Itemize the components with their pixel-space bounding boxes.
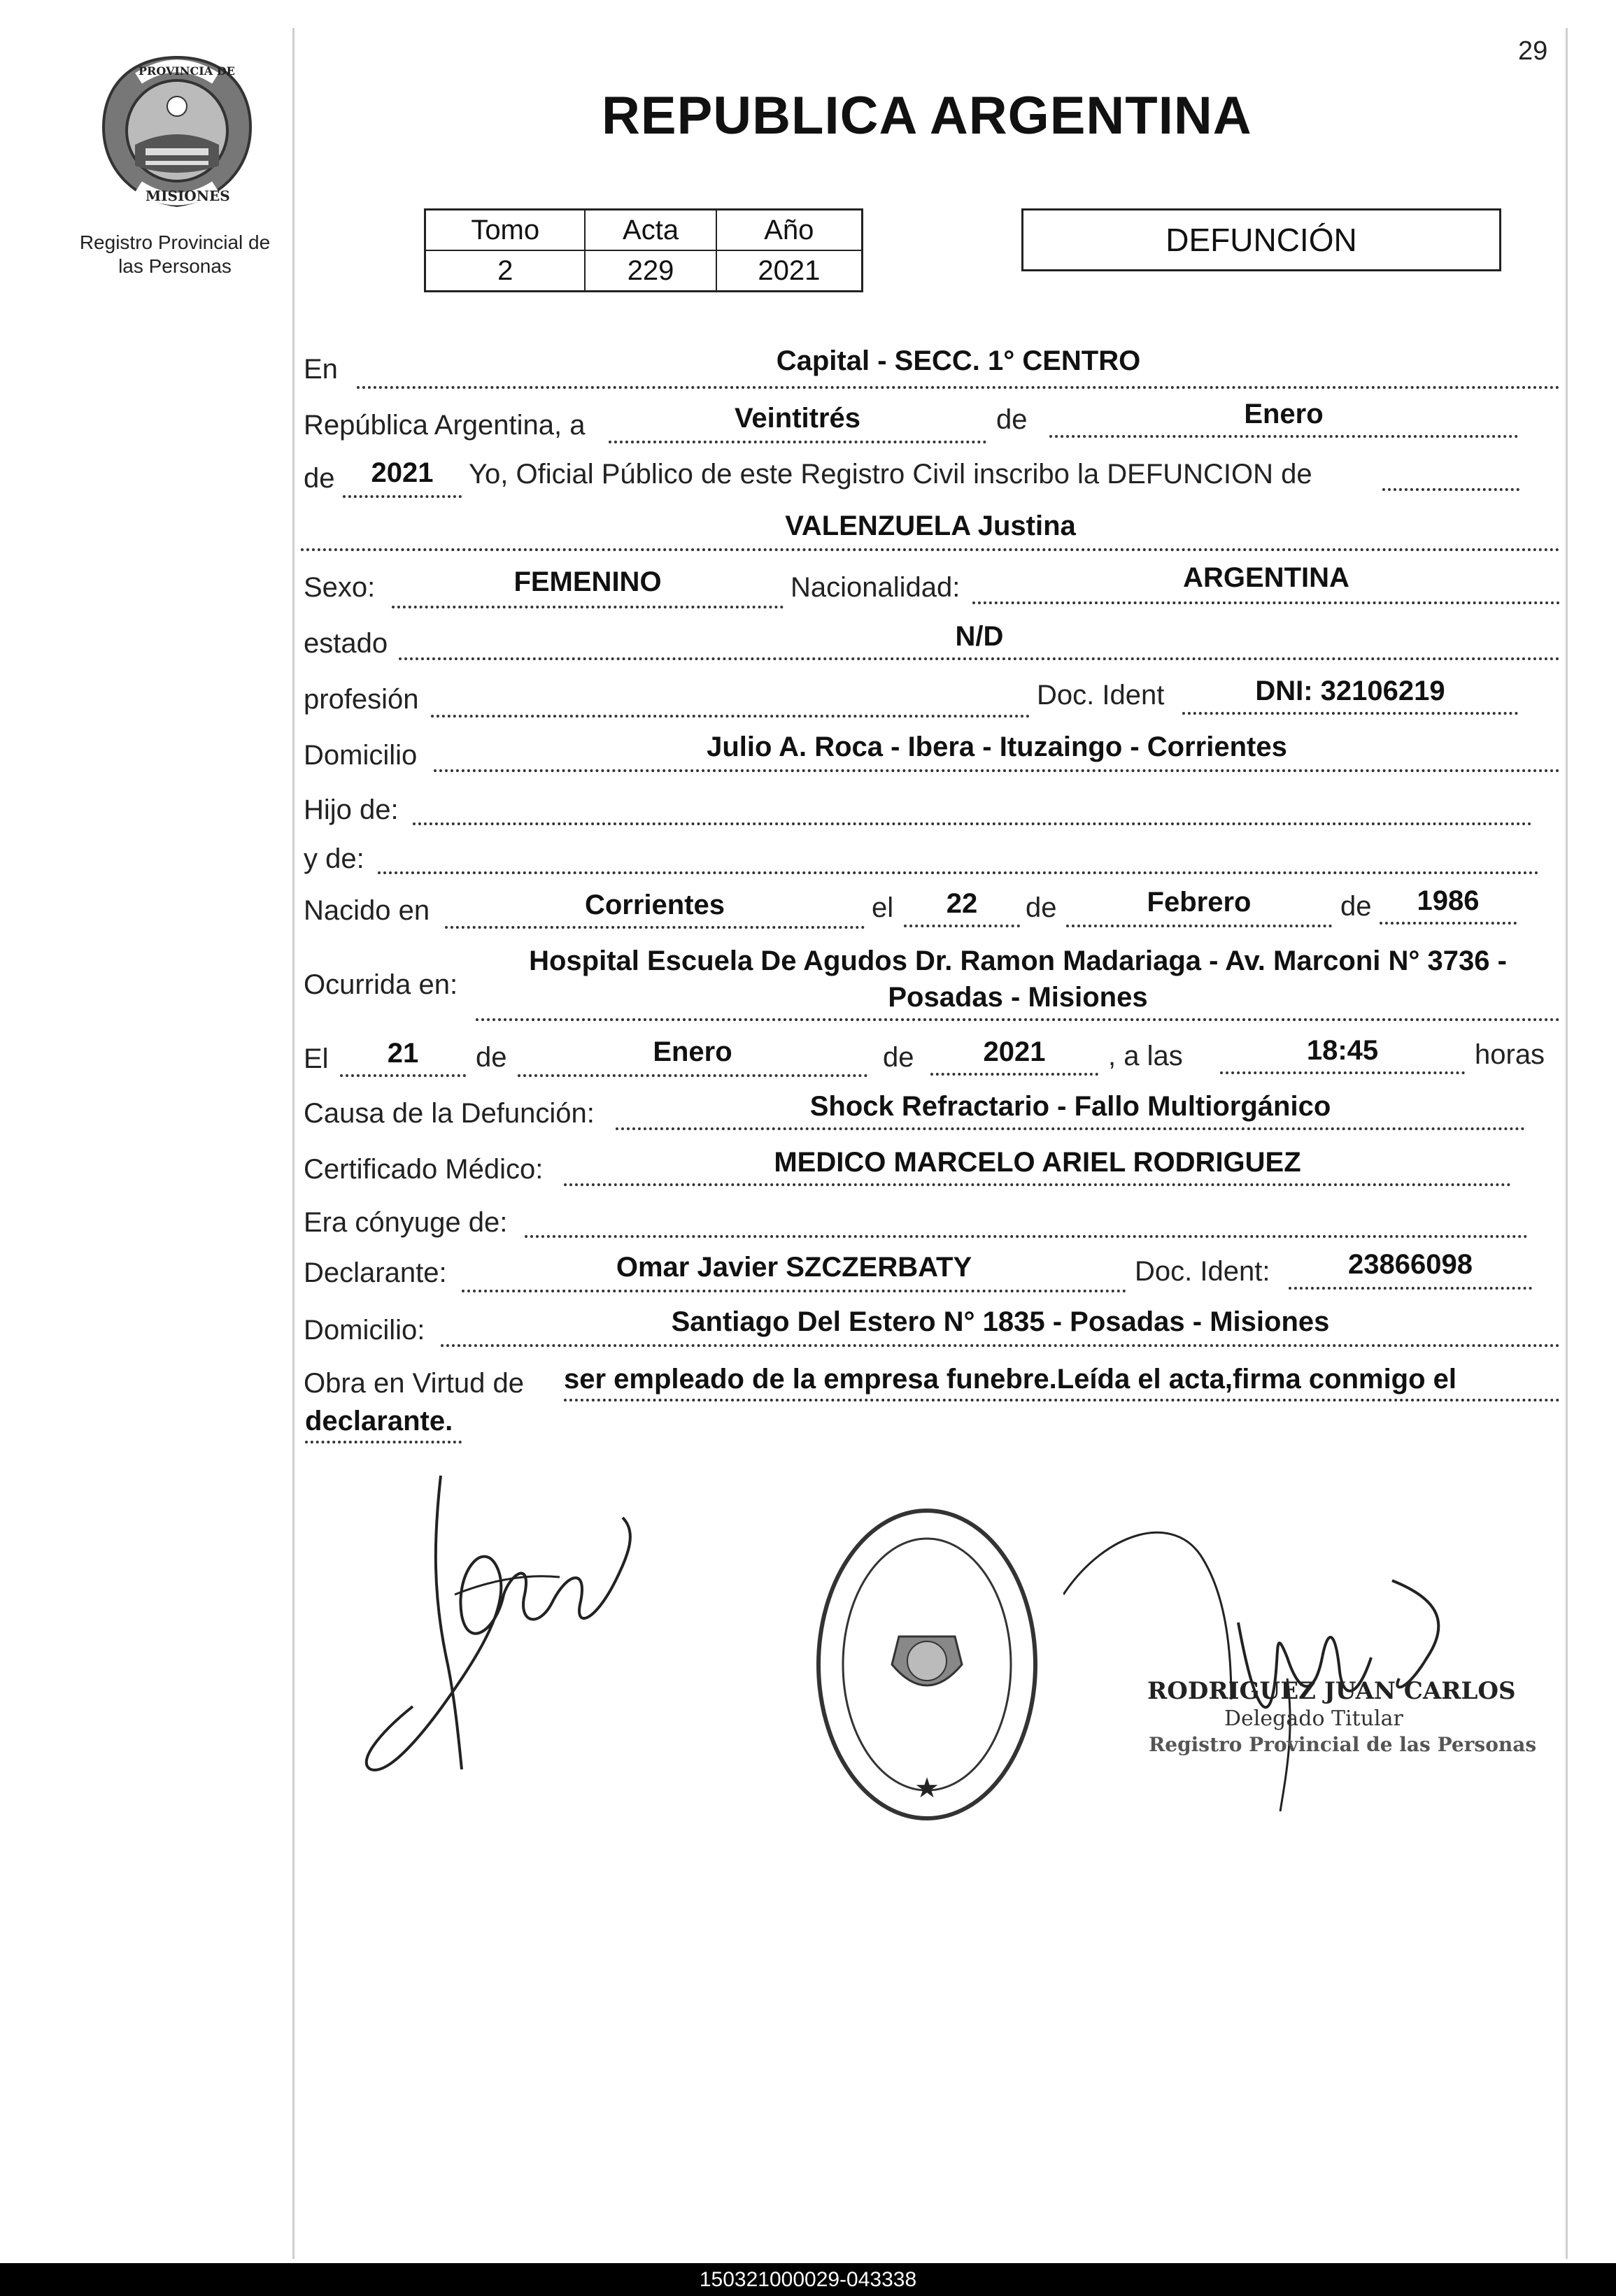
table-value-anio: 2021 bbox=[716, 250, 863, 292]
death-de-1: de bbox=[476, 1042, 507, 1073]
nacido-dots bbox=[445, 926, 865, 929]
deceased-name: VALENZUELA Justina bbox=[785, 511, 1076, 541]
doc-ident-label: Doc. Ident bbox=[1037, 680, 1165, 711]
profesion-dots bbox=[431, 715, 1030, 718]
ocurrida-label: Ocurrida en: bbox=[304, 969, 458, 1000]
month-dots bbox=[1049, 435, 1518, 438]
official-seal bbox=[811, 1504, 1042, 1825]
birth-year: 1986 bbox=[1417, 885, 1480, 916]
sexo-label: Sexo: bbox=[304, 572, 376, 603]
decl-domicilio-value: Santiago Del Estero N° 1835 - Posadas - Misiones bbox=[671, 1306, 1330, 1337]
en-dots bbox=[357, 386, 1560, 389]
sexo-dots bbox=[392, 606, 784, 608]
birth-month-dots bbox=[1066, 925, 1332, 927]
province-logo bbox=[90, 50, 264, 211]
death-month-dots bbox=[518, 1074, 867, 1077]
de-label-1: de bbox=[996, 404, 1028, 435]
logo-text-bottom: MISIONES bbox=[146, 187, 230, 204]
decl-domicilio-label: Domicilio: bbox=[304, 1315, 425, 1346]
nacido-label: Nacido en bbox=[304, 895, 430, 926]
day-dots bbox=[609, 441, 986, 443]
ocurrida-line-1: Hospital Escuela De Agudos Dr. Ramon Madariaga - Av. Marconi N° 3736 - bbox=[529, 946, 1507, 976]
year-value: 2021 bbox=[371, 457, 434, 488]
obra-value-line-1: ser empleado de la empresa funebre.Leída el acta,firma conmigo el bbox=[564, 1364, 1457, 1395]
footer-barcode-bar bbox=[0, 2263, 1616, 2296]
birth-year-dots bbox=[1380, 922, 1517, 925]
obra-dots-1 bbox=[564, 1399, 1560, 1402]
year-label: de bbox=[304, 463, 335, 494]
en-label: En bbox=[304, 354, 338, 385]
death-de-2: de bbox=[883, 1042, 914, 1073]
certificado-dots bbox=[564, 1183, 1511, 1186]
registry-line-2: las Personas bbox=[118, 255, 232, 277]
a-las-label: , a las bbox=[1108, 1041, 1183, 1071]
death-time-dots bbox=[1220, 1071, 1465, 1074]
republica-label: República Argentina, a bbox=[304, 410, 586, 441]
obra-value-line-2: declarante. bbox=[305, 1406, 453, 1436]
official-signature bbox=[1063, 1518, 1497, 1825]
decl-doc-label: Doc. Ident: bbox=[1135, 1256, 1270, 1287]
causa-value: Shock Refractario - Fallo Multiorgánico bbox=[809, 1091, 1331, 1122]
obra-label: Obra en Virtud de bbox=[304, 1368, 525, 1399]
official-office: Registro Provincial de las Personas bbox=[1149, 1733, 1537, 1756]
birth-de-2: de bbox=[1340, 891, 1372, 922]
nacionalidad-label: Nacionalidad: bbox=[791, 572, 961, 603]
nacionalidad-value: ARGENTINA bbox=[1183, 562, 1349, 593]
official-name: RODRIGUEZ JUAN CARLOS bbox=[1147, 1677, 1516, 1705]
decl-doc-value: 23866098 bbox=[1348, 1249, 1473, 1280]
barcode-text: 150321000029-043338 bbox=[699, 2268, 917, 2291]
official-title: Delegado Titular bbox=[1224, 1706, 1403, 1731]
name-dots bbox=[301, 548, 1560, 551]
svg-text:★: ★ bbox=[914, 1773, 940, 1804]
y-de-dots bbox=[378, 871, 1539, 874]
causa-label: Causa de la Defunción: bbox=[304, 1098, 595, 1129]
birth-day-dots bbox=[904, 925, 1020, 927]
page-number: 29 bbox=[1518, 36, 1548, 66]
table-header-anio: Año bbox=[716, 210, 863, 251]
domicilio-dots bbox=[434, 769, 1560, 772]
death-year: 2021 bbox=[983, 1036, 1046, 1067]
estado-value: N/D bbox=[955, 621, 1004, 652]
en-value: Capital - SECC. 1° CENTRO bbox=[776, 345, 1141, 376]
estado-dots bbox=[399, 657, 1560, 660]
table-value-tomo: 2 bbox=[425, 250, 586, 292]
death-day-dots bbox=[340, 1074, 466, 1077]
el2-label: El bbox=[304, 1043, 329, 1074]
day-value: Veintitrés bbox=[734, 403, 861, 434]
registry-line-1: Registro Provincial de bbox=[79, 231, 271, 253]
obra-dots-2 bbox=[305, 1441, 462, 1443]
doc-ident-dots bbox=[1182, 712, 1518, 715]
domicilio-value: Julio A. Roca - Ibera - Ituzaingo - Corrientes bbox=[707, 732, 1287, 762]
inscribo-dots bbox=[1382, 488, 1519, 491]
hijo-dots bbox=[413, 822, 1532, 825]
right-margin-line bbox=[1566, 28, 1568, 2259]
table-value-acta: 229 bbox=[585, 250, 716, 292]
decl-doc-dots bbox=[1289, 1287, 1532, 1290]
causa-dots bbox=[616, 1127, 1525, 1130]
record-table bbox=[424, 208, 863, 292]
left-margin-line bbox=[292, 28, 295, 2259]
decl-domicilio-dots bbox=[441, 1344, 1560, 1347]
horas-label: horas bbox=[1475, 1039, 1545, 1070]
declarante-dots bbox=[462, 1290, 1126, 1292]
certificado-value: MEDICO MARCELO ARIEL RODRIGUEZ bbox=[774, 1147, 1301, 1178]
seal-icon bbox=[811, 1504, 1042, 1825]
death-time: 18:45 bbox=[1306, 1035, 1379, 1066]
declarant-signature bbox=[350, 1455, 644, 1776]
document-type-box bbox=[1021, 208, 1501, 271]
conyuge-label: Era cónyuge de: bbox=[304, 1207, 508, 1238]
nacionalidad-dots bbox=[972, 601, 1560, 604]
table-header-tomo: Tomo bbox=[425, 210, 586, 251]
hijo-label: Hijo de: bbox=[304, 794, 399, 825]
table-header-acta: Acta bbox=[585, 210, 716, 251]
doc-ident-value: DNI: 32106219 bbox=[1255, 676, 1445, 706]
estado-label: estado bbox=[304, 628, 388, 659]
document-type: DEFUNCIÓN bbox=[1165, 222, 1357, 258]
death-year-dots bbox=[930, 1073, 1098, 1076]
y-de-label: y de: bbox=[304, 843, 364, 874]
year-dots bbox=[343, 495, 462, 498]
birth-de-1: de bbox=[1026, 892, 1057, 923]
declarante-label: Declarante: bbox=[304, 1257, 447, 1288]
inscribo-text: Yo, Oficial Público de este Registro Civil inscribo la DEFUNCION de bbox=[469, 459, 1312, 490]
conyuge-dots bbox=[525, 1235, 1528, 1238]
death-day: 21 bbox=[387, 1038, 419, 1069]
logo-text-top: PROVINCIA DE bbox=[139, 64, 235, 78]
ocurrida-line-2: Posadas - Misiones bbox=[888, 982, 1148, 1013]
month-value: Enero bbox=[1244, 399, 1324, 429]
registry-name bbox=[49, 231, 301, 278]
death-month: Enero bbox=[653, 1036, 732, 1067]
birth-day: 22 bbox=[946, 888, 978, 919]
domicilio-label: Domicilio bbox=[304, 740, 418, 771]
profesion-label: profesión bbox=[304, 684, 419, 715]
page-title: REPUBLICA ARGENTINA bbox=[602, 86, 1252, 145]
nacido-value: Corrientes bbox=[584, 890, 725, 920]
declarante-value: Omar Javier SZCZERBATY bbox=[616, 1252, 972, 1283]
sexo-value: FEMENINO bbox=[513, 566, 662, 597]
ocurrida-dots bbox=[476, 1018, 1560, 1021]
certificado-label: Certificado Médico: bbox=[304, 1154, 544, 1185]
birth-month: Febrero bbox=[1147, 887, 1252, 918]
el-label: el bbox=[872, 892, 894, 923]
